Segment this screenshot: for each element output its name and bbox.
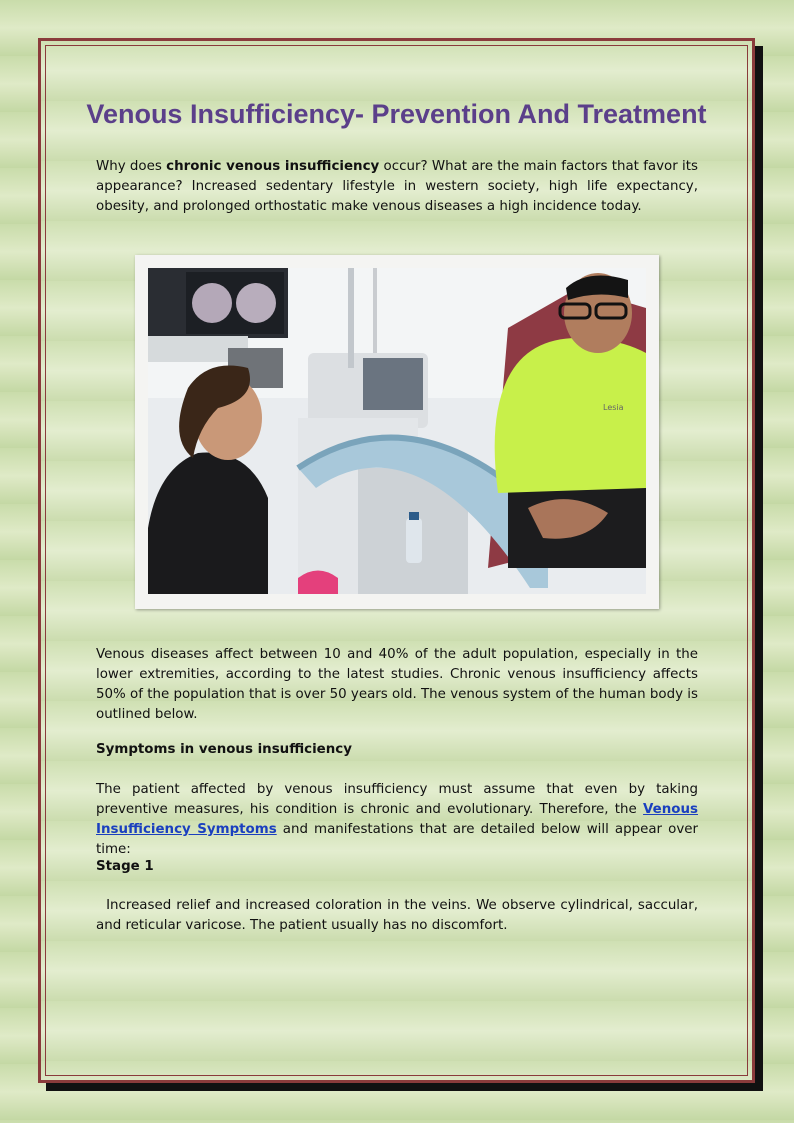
clinic-photo xyxy=(148,268,646,594)
clinic-photo-illustration xyxy=(148,268,646,594)
photo-frame xyxy=(135,255,659,609)
symptoms-suffix: and manifestations that are detailed below will appear over time: xyxy=(96,822,698,857)
intro-rest: occur? What are the main factors that favor its appearance? Increased sedentary lifestyle in western society, high life expectancy, obesity, and prolonged orthostatic make venous diseases a high incidence today. xyxy=(96,159,698,214)
intro-bold-term: chronic venous insufficiency xyxy=(166,159,380,174)
page-frame xyxy=(38,38,755,1083)
shirt-logo-text: Lesia xyxy=(603,403,624,412)
intro-paragraph xyxy=(96,157,698,217)
symptoms-prefix: The patient affected by venous insufficiency must assume that even by taking preventive measures, his condition is chronic and evolutionary. Therefore, the xyxy=(96,782,698,817)
stage1-paragraph: Increased relief and increased coloration in the veins. We observe cylindrical, saccular, and reticular varicose. The patient usually has no discomfort. xyxy=(96,898,703,933)
prevalence-paragraph: Venous diseases affect between 10 and 40% of the adult population, especially in the lower extremities, according to the latest studies. Chronic venous insufficiency affects 50% of the population that is over 50 years old. The venous system of the human body is outlined below. xyxy=(96,647,698,722)
page-title: Venous Insufficiency- Prevention And Treatment xyxy=(86,99,707,129)
venous-insufficiency-symptoms-link[interactable]: Venous Insufficiency Symptoms xyxy=(96,802,698,837)
stage1-heading: Stage 1 xyxy=(96,859,154,874)
symptoms-heading: Symptoms in venous insufficiency xyxy=(96,742,352,757)
intro-prefix: Why does xyxy=(96,159,167,174)
symptoms-paragraph xyxy=(96,780,698,860)
